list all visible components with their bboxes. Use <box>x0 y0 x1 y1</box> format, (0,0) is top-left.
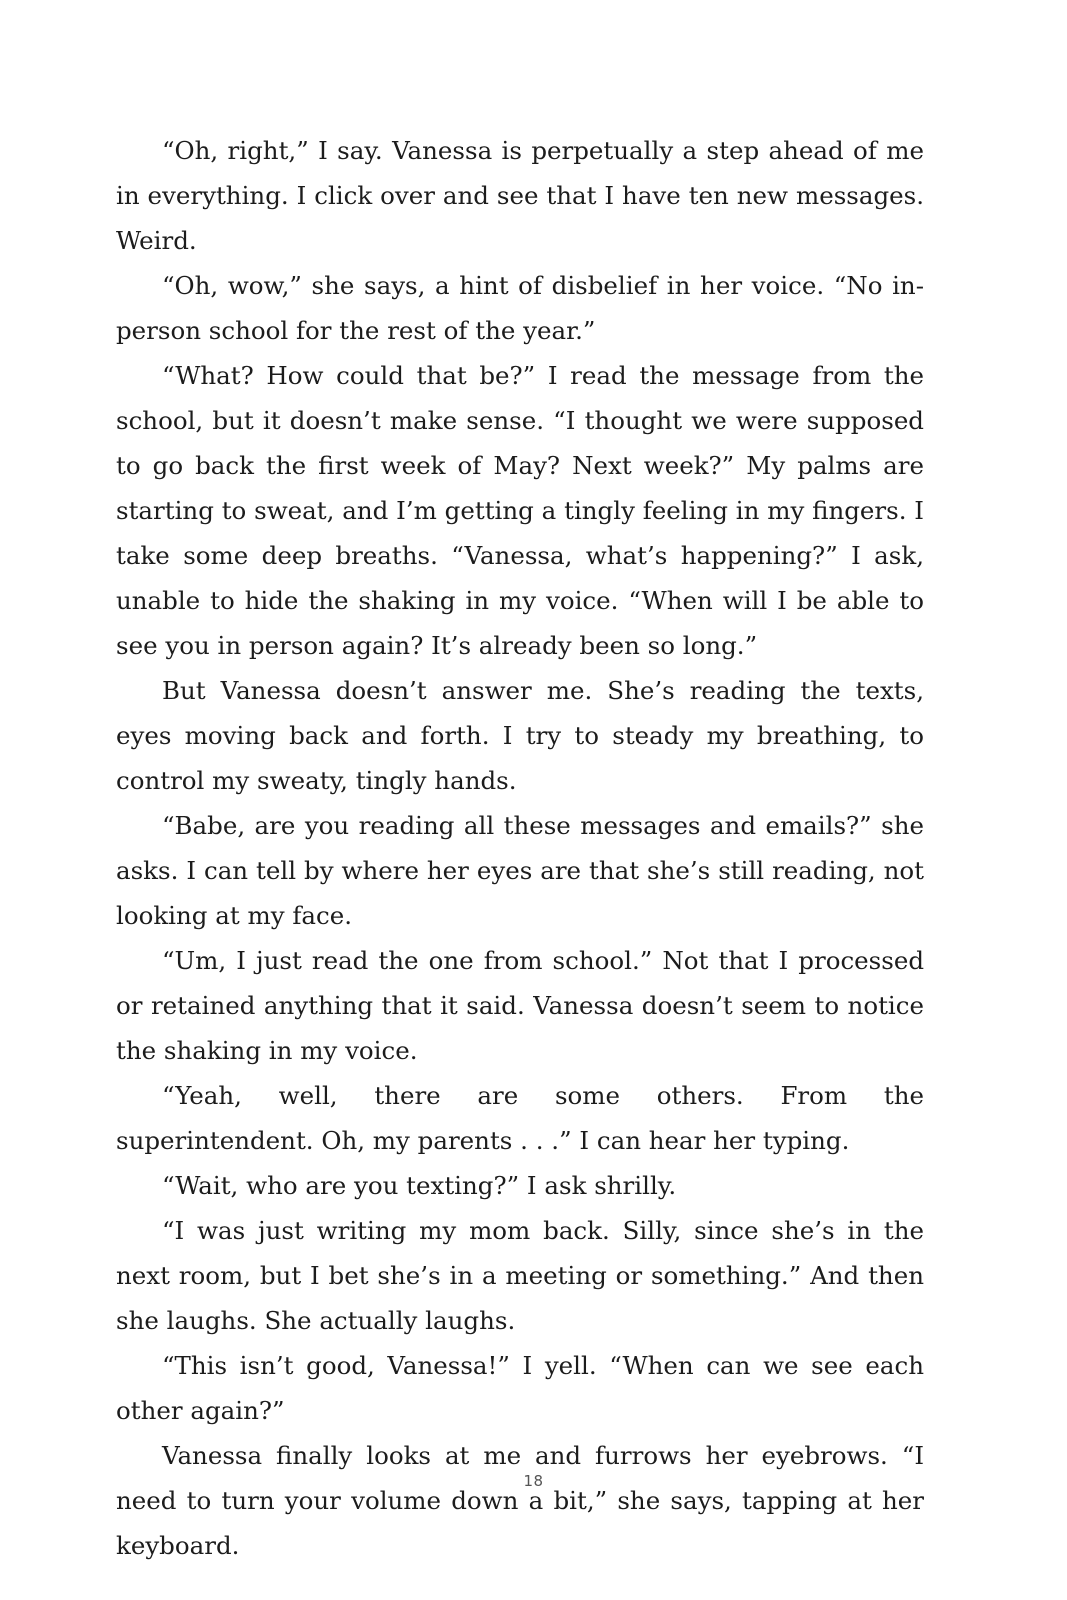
paragraph-10: “This isn’t good, Vanessa!” I yell. “When can we see each other again?” <box>116 1351 924 1425</box>
paragraph-6: “Um, I just read the one from school.” Not that I processed or retained anything that it said. Vanessa doesn’t seem to notice the shaking in my voice. <box>116 946 924 1065</box>
paragraph-11: Vanessa finally looks at me and furrows her eyebrows. “I need to turn your volume down a bit,” she says, tapping at her keyboard. <box>116 1441 924 1560</box>
paragraph-1: “Oh, right,” I say. Vanessa is perpetually a step ahead of me in everything. I click over and see that I have ten new messages. Weird. <box>116 136 924 255</box>
page-number: 18 <box>523 1472 544 1490</box>
paragraph-3: “What? How could that be?” I read the message from the school, but it doesn’t make sense. “I thought we were supposed to go back the first week of May? Next week?” My palms are starting to sweat, and I’m getting a tingly feeling in my fingers. I take some deep breaths. “Vanessa, what’s happening?” I ask, unable to hide the shaking in my voice. “When will I be able to see you in person again? It’s already been so long.” <box>116 361 924 660</box>
body-text <box>116 128 924 1568</box>
paragraph-4: But Vanessa doesn’t answer me. She’s reading the texts, eyes moving back and forth. I try to steady my breathing, to control my sweaty, tingly hands. <box>116 676 924 795</box>
paragraph-7: “Yeah, well, there are some others. From the superintendent. Oh, my parents . . .” I can hear her typing. <box>116 1081 924 1155</box>
paragraph-8: “Wait, who are you texting?” I ask shrilly. <box>162 1171 677 1200</box>
paragraph-9: “I was just writing my mom back. Silly, since she’s in the next room, but I bet she’s in a meeting or something.” And then she laughs. She actually laughs. <box>116 1216 924 1335</box>
paragraph-2: “Oh, wow,” she says, a hint of disbelief in her voice. “No in-person school for the rest of the year.” <box>116 271 924 345</box>
paragraph-5: “Babe, are you reading all these messages and emails?” she asks. I can tell by where her eyes are that she’s still reading, not looking at my face. <box>116 811 924 930</box>
